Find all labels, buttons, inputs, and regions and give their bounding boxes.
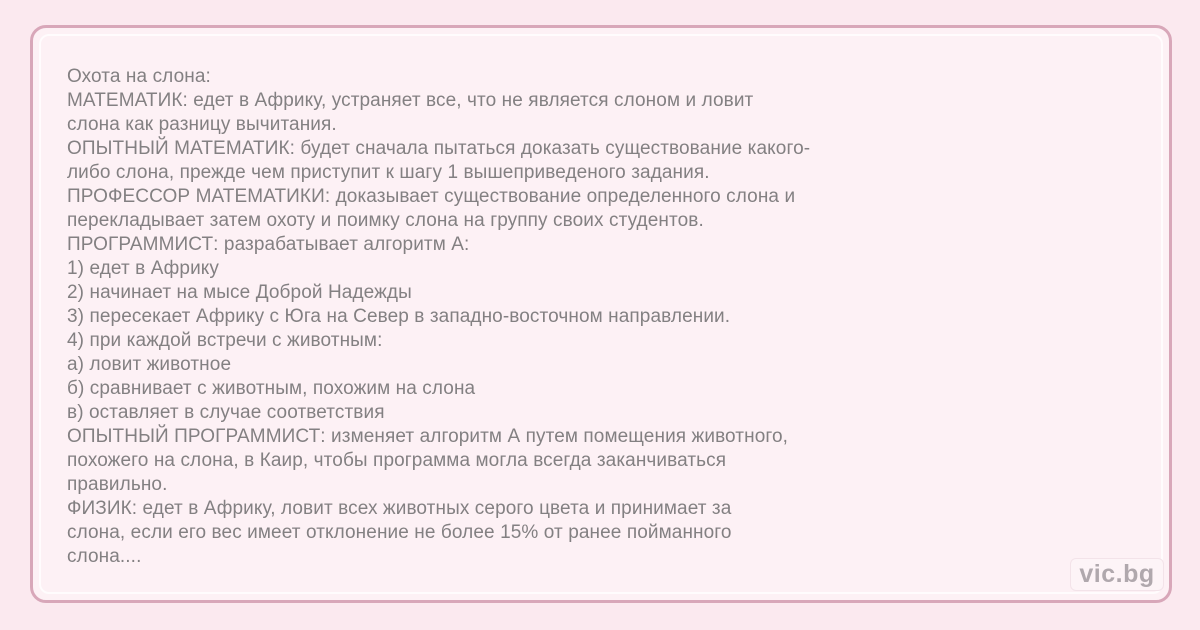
text-line: 2) начинает на мысе Доброй Надежды xyxy=(67,282,412,303)
text-line: перекладывает затем охоту и поимку слона на группу своих студентов. xyxy=(67,210,704,231)
quote-text xyxy=(67,65,1139,569)
quote-card xyxy=(30,25,1172,603)
text-line: ПРОГРАММИСТ: разрабатывает алгоритм А: xyxy=(67,234,470,255)
text-line: ОПЫТНЫЙ ПРОГРАММИСТ: изменяет алгоритм А путем помещения животного, xyxy=(67,426,789,447)
text-line: 3) пересекает Африку с Юга на Север в западно-восточном направлении. xyxy=(67,306,731,327)
text-line: правильно. xyxy=(67,474,168,495)
text-line: похожего на слона, в Каир, чтобы программа могла всегда заканчиваться xyxy=(67,450,727,471)
text-line: 1) едет в Африку xyxy=(67,258,220,279)
text-line: МАТЕМАТИК: едет в Африку, устраняет все, что не является слоном и ловит xyxy=(67,90,754,111)
text-line: а) ловит животное xyxy=(67,354,232,375)
watermark-label: vic.bg xyxy=(1079,560,1155,588)
text-line: 4) при каждой встречи с животным: xyxy=(67,330,383,351)
watermark-badge xyxy=(1070,558,1164,591)
text-line: б) сравнивает с животным, похожим на слона xyxy=(67,378,476,399)
text-line: либо слона, прежде чем приступит к шагу 1 вышеприведеного задания. xyxy=(67,162,710,183)
text-line: ФИЗИК: едет в Африку, ловит всех животных серого цвета и принимает за xyxy=(67,498,732,519)
text-line: слона, если его вес имеет отклонение не более 15% от ранее пойманного xyxy=(67,522,732,543)
quote-title-line: Охота на слона: xyxy=(67,66,211,87)
text-line: слона.... xyxy=(67,546,142,567)
text-line: ОПЫТНЫЙ МАТЕМАТИК: будет сначала пытаться доказать существование какого- xyxy=(67,138,811,159)
text-line: в) оставляет в случае соответствия xyxy=(67,402,385,423)
text-line: слона как разницу вычитания. xyxy=(67,114,337,135)
text-line: ПРОФЕССОР МАТЕМАТИКИ: доказывает существование определенного слона и xyxy=(67,186,796,207)
